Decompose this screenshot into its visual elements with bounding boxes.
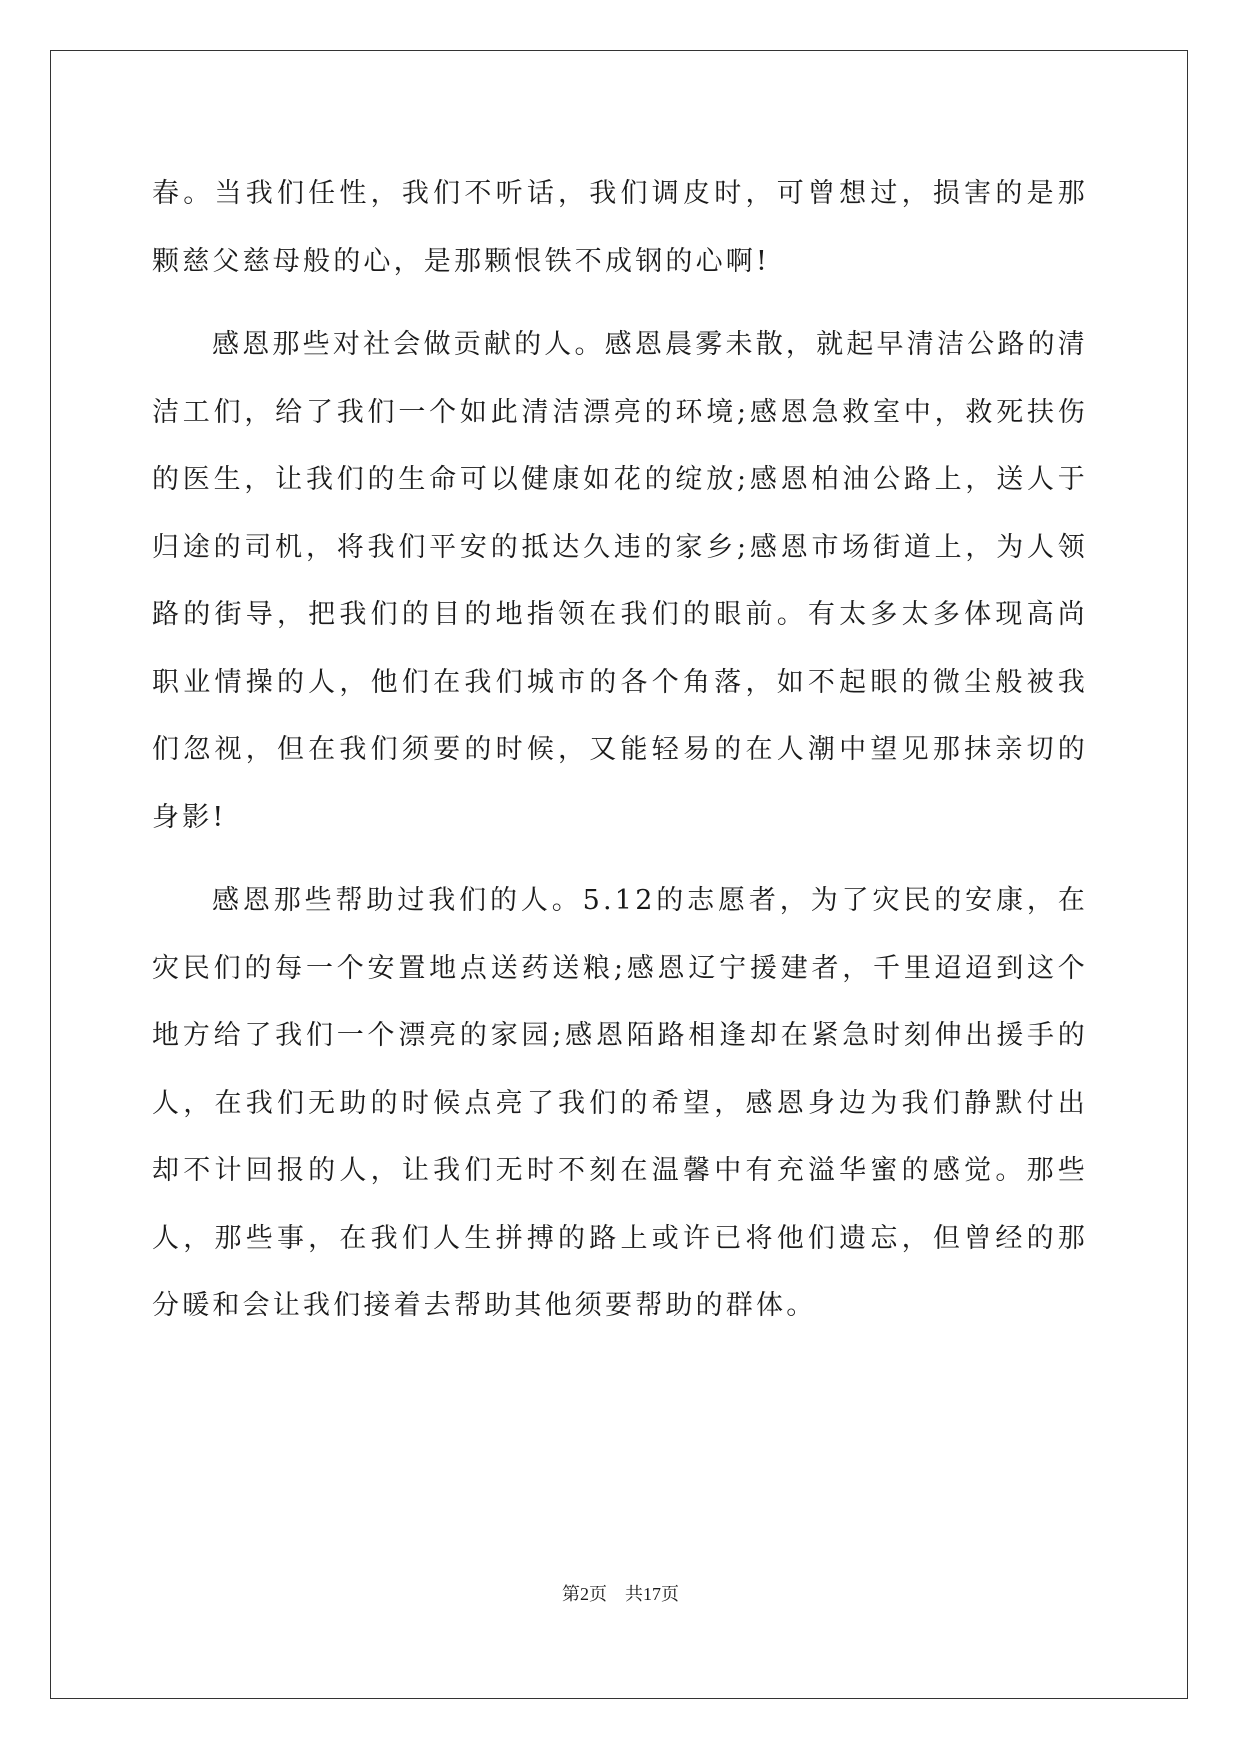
paragraph-2: 感恩那些对社会做贡献的人。感恩晨雾未散，就起早清洁公路的清洁工们，给了我们一个如此清洁漂亮的环境;感恩急救室中，救死扶伤的医生，让我们的生命可以健康如花的绽放;感恩柏油公路上，送人于归途的司机，将我们平安的抵达久违的家乡;感恩市场街道上，为人领路的街导，把我们的目的地指领在我们的眼前。有太多太多体现高尚职业情操的人，他们在我们城市的各个角落，如不起眼的微尘般被我们忽视，但在我们须要的时候，又能轻易的在人潮中望见那抹亲切的身影!	[152, 329, 1088, 833]
total-pages-label: 共17页	[625, 1584, 679, 1604]
paragraph-3: 感恩那些帮助过我们的人。5.12的志愿者，为了灾民的安康，在灾民们的每一个安置地点送药送粮;感恩辽宁援建者，千里迢迢到这个地方给了我们一个漂亮的家园;感恩陌路相逢却在紧急时刻伸出援手的人，在我们无助的时候点亮了我们的希望，感恩身边为我们静默付出却不计回报的人，让我们无时不刻在温馨中有充溢华蜜的感觉。那些人，那些事，在我们人生拼搏的路上或许已将他们遗忘，但曾经的那分暖和会让我们接着去帮助其他须要帮助的群体。	[152, 885, 1088, 1321]
paragraph-1: 春。当我们任性，我们不听话，我们调皮时，可曾想过，损害的是那颗慈父慈母般的心，是那颗恨铁不成钢的心啊!	[152, 178, 1088, 277]
document-body	[152, 160, 1088, 1340]
current-page-label: 第2页	[562, 1584, 607, 1604]
page-footer	[0, 1580, 1241, 1606]
